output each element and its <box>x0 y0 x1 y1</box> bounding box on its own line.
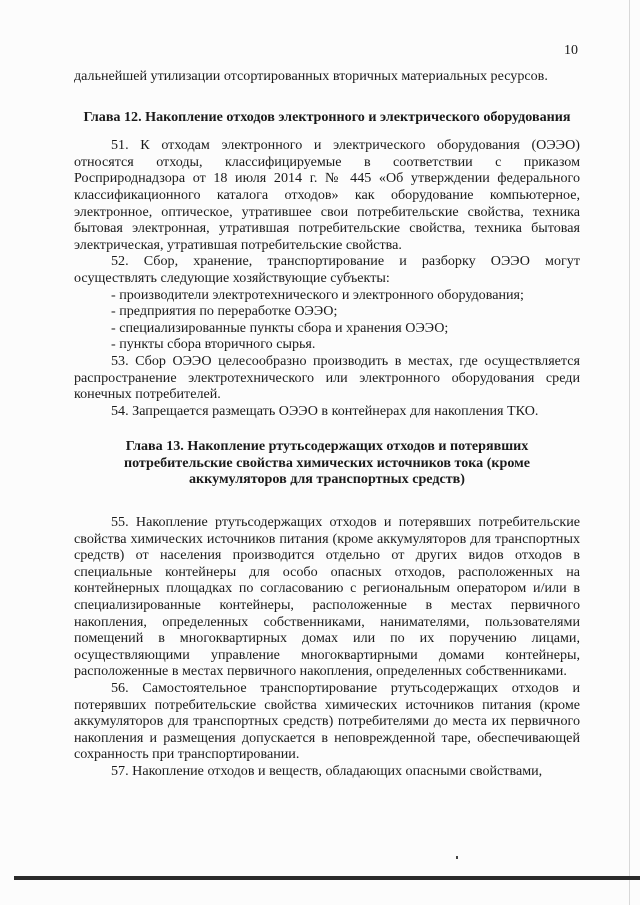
paragraph-53: 53. Сбор ОЭЭО целесообразно производить в местах, где осуществляется распространение электротехнического или электронного оборудования среди конечных потребителей. <box>74 352 580 403</box>
page-number: 10 <box>564 43 578 58</box>
document-body <box>74 68 580 780</box>
paragraph-55: 55. Накопление ртутьсодержащих отходов и потерявших потребительские свойства химических источников питания (кроме аккумуляторов для транспортных средств) от населения производится отдельно от других видов отходов в специальные контейнеры для особо опасных отходов, расположенных на контейнерных площадках по согласованию с региональным оператором и/или в специализированные контейнеры, расположенные в местах первичного накопления, определенных собственниками, нанимателями, пользователями помещений в многоквартирных домах или по их поручению лицами, осуществляющими управление многоквартирными домами контейнеры, расположенные в местах первичного накопления, определенных собственниками. <box>74 514 580 680</box>
scan-speck <box>456 856 458 859</box>
paragraph-51: 51. К отходам электронного и электрического оборудования (ОЭЭО) относятся отходы, классифицируемые в соответствии с приказом Росприроднадзора от 18 июля 2014 г. № 445 «Об утверждении федерального классификационного каталога отходов» как оборудование компьютерное, электронное, оптическое, утратившее свои потребительские свойства, техника бытовая электронная, утратившая потребительские свойства, техника бытовая электрическая, утратившая потребительские свойства. <box>74 137 580 253</box>
scan-bottom-border <box>14 876 640 880</box>
list-item: - предприятия по переработке ОЭЭО; <box>111 303 338 320</box>
list-item: - пункты сбора вторичного сырья. <box>111 336 316 353</box>
chapter-13-heading: Глава 13. Накопление ртутьсодержащих отходов и потерявших потребительские свойства химических источников тока (кроме аккумуляторов для транспортных средств) <box>123 438 531 488</box>
paragraph-56: 56. Самостоятельное транспортирование ртутьсодержащих отходов и потерявших потребительские свойства химических источников питания (кроме аккумуляторов для транспортных средств) потребителями до места их первичного накопления и размещения допускается в неповрежденной таре, обеспечивающей сохранность при транспортировании. <box>74 680 580 763</box>
list-item: - производители электротехнического и электронного оборудования; <box>111 286 524 303</box>
paragraph-54: 54. Запрещается размещать ОЭЭО в контейнерах для накопления ТКО. <box>111 402 539 419</box>
paragraph-57: 57. Накопление отходов и веществ, обладающих опасными свойствами, <box>111 762 543 779</box>
list-item: - специализированные пункты сбора и хранения ОЭЭО; <box>111 319 449 336</box>
scan-edge <box>629 0 630 905</box>
chapter-12-heading: Глава 12. Накопление отходов электронного и электрического оборудования <box>83 108 571 125</box>
paragraph-52: 52. Сбор, хранение, транспортирование и разборку ОЭЭО могут осуществлять следующие хозяйствующие субъекты: <box>74 253 580 286</box>
paragraph-continuation: дальнейшей утилизации отсортированных вторичных материальных ресурсов. <box>74 68 548 84</box>
